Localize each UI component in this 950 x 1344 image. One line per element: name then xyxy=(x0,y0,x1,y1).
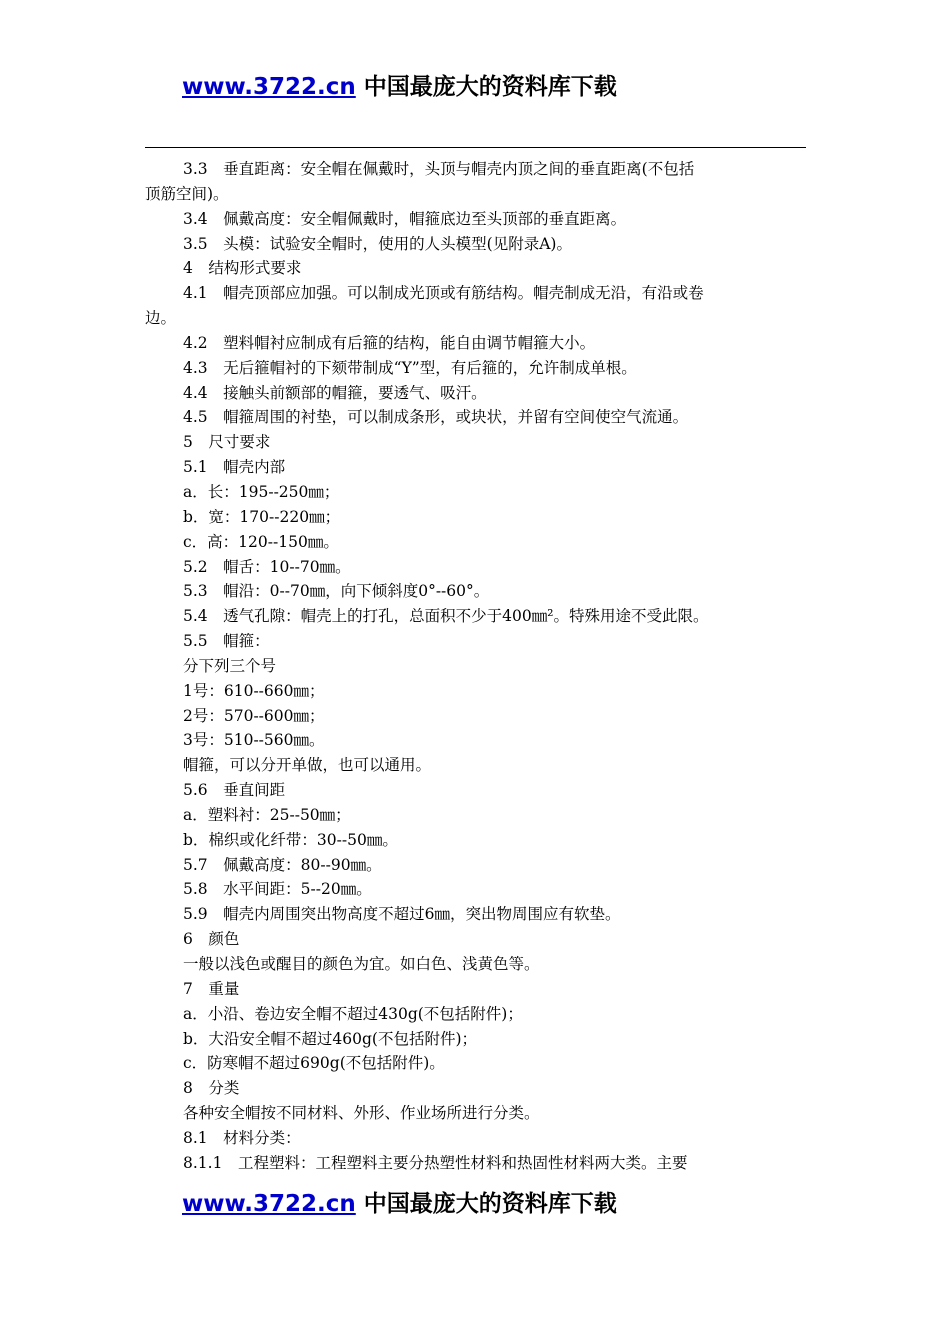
text-line: 7 重量 xyxy=(183,979,240,998)
text-line: 5.8 水平间距：5--20㎜。 xyxy=(183,880,372,899)
text-line: 5.2 帽舌：10--70㎜。 xyxy=(183,557,351,576)
text-line: 2号：570--600㎜； xyxy=(183,706,325,725)
text-line: 4.4 接触头前额部的帽箍，要透气、吸汗。 xyxy=(183,383,487,402)
text-line: a．长：195--250㎜； xyxy=(183,482,340,501)
header-divider xyxy=(145,147,806,148)
text-line: 3.4 佩戴高度：安全帽佩戴时，帽箍底边至头顶部的垂直距离。 xyxy=(183,209,627,228)
text-line: 边。 xyxy=(145,309,177,328)
text-line: 5 尺寸要求 xyxy=(183,433,271,452)
page-footer xyxy=(182,1185,617,1218)
text-line: 4 结构形式要求 xyxy=(183,259,302,278)
text-line: 4.5 帽箍周围的衬垫，可以制成条形，或块状，并留有空间使空气流通。 xyxy=(183,408,689,427)
text-line: 5.1 帽壳内部 xyxy=(183,458,286,477)
text-line: 帽箍，可以分开单做，也可以通用。 xyxy=(183,756,432,775)
document-body xyxy=(145,157,810,1176)
text-line: c．高：120--150㎜。 xyxy=(183,532,339,551)
header-text: 中国最庞大的资料库下载 xyxy=(363,74,617,100)
text-line: 3.5 头模：试验安全帽时，使用的人头模型(见附录A)。 xyxy=(183,234,572,253)
text-line: 6 颜色 xyxy=(183,930,240,949)
text-line: 分下列三个号 xyxy=(183,656,277,675)
text-line: a．塑料衬：25--50㎜； xyxy=(183,805,351,824)
footer-text: 中国最庞大的资料库下载 xyxy=(363,1191,617,1217)
text-line: 4.3 无后箍帽衬的下颏带制成“Y”型，有后箍的，允许制成单根。 xyxy=(183,358,637,377)
text-line: 5.3 帽沿：0--70㎜，向下倾斜度0°--60°。 xyxy=(183,582,490,601)
text-line: 8 分类 xyxy=(183,1079,240,1098)
text-line: c．防寒帽不超过690g(不包括附件)。 xyxy=(183,1054,445,1073)
text-line: 8.1 材料分类： xyxy=(183,1128,301,1147)
page-header xyxy=(182,68,617,101)
text-line: 5.5 帽箍： xyxy=(183,632,270,651)
text-line: 3号：510--560㎜。 xyxy=(183,731,325,750)
text-line: 顶筋空间)。 xyxy=(145,184,229,203)
text-line: 4.2 塑料帽衬应制成有后箍的结构，能自由调节帽箍大小。 xyxy=(183,333,596,352)
text-line: 一般以浅色或醒目的颜色为宜。如白色、浅黄色等。 xyxy=(183,955,540,973)
text-line: 各种安全帽按不同材料、外形、作业场所进行分类。 xyxy=(183,1104,540,1123)
text-line: 8.1.1 工程塑料：工程塑料主要分热塑性材料和热固性材料两大类。主要 xyxy=(183,1153,688,1172)
text-line: b．宽：170--220㎜； xyxy=(183,507,341,526)
text-line: 1号：610--660㎜； xyxy=(183,681,325,700)
text-line: b．棉织或化纤带：30--50㎜。 xyxy=(183,830,398,849)
header-url-link[interactable]: www.3722.cn xyxy=(182,74,356,100)
text-line: 4.1 帽壳顶部应加强。可以制成光顶或有筋结构。帽壳制成无沿，有沿或卷 xyxy=(183,284,704,303)
text-line: 3.3 垂直距离：安全帽在佩戴时，头顶与帽壳内顶之间的垂直距离(不包括 xyxy=(183,160,695,178)
footer-url-link[interactable]: www.3722.cn xyxy=(182,1191,356,1217)
text-line: 5.6 垂直间距 xyxy=(183,781,286,800)
text-line: 5.7 佩戴高度：80--90㎜。 xyxy=(183,855,382,874)
text-line: b．大沿安全帽不超过460g(不包括附件)； xyxy=(183,1029,478,1048)
text-line: 5.9 帽壳内周围突出物高度不超过6㎜，突出物周围应有软垫。 xyxy=(183,905,621,924)
text-line: a．小沿、卷边安全帽不超过430g(不包括附件)； xyxy=(183,1004,523,1023)
text-line: 5.4 透气孔隙：帽壳上的打孔，总面积不少于400㎜²。特殊用途不受此限。 xyxy=(183,607,709,626)
